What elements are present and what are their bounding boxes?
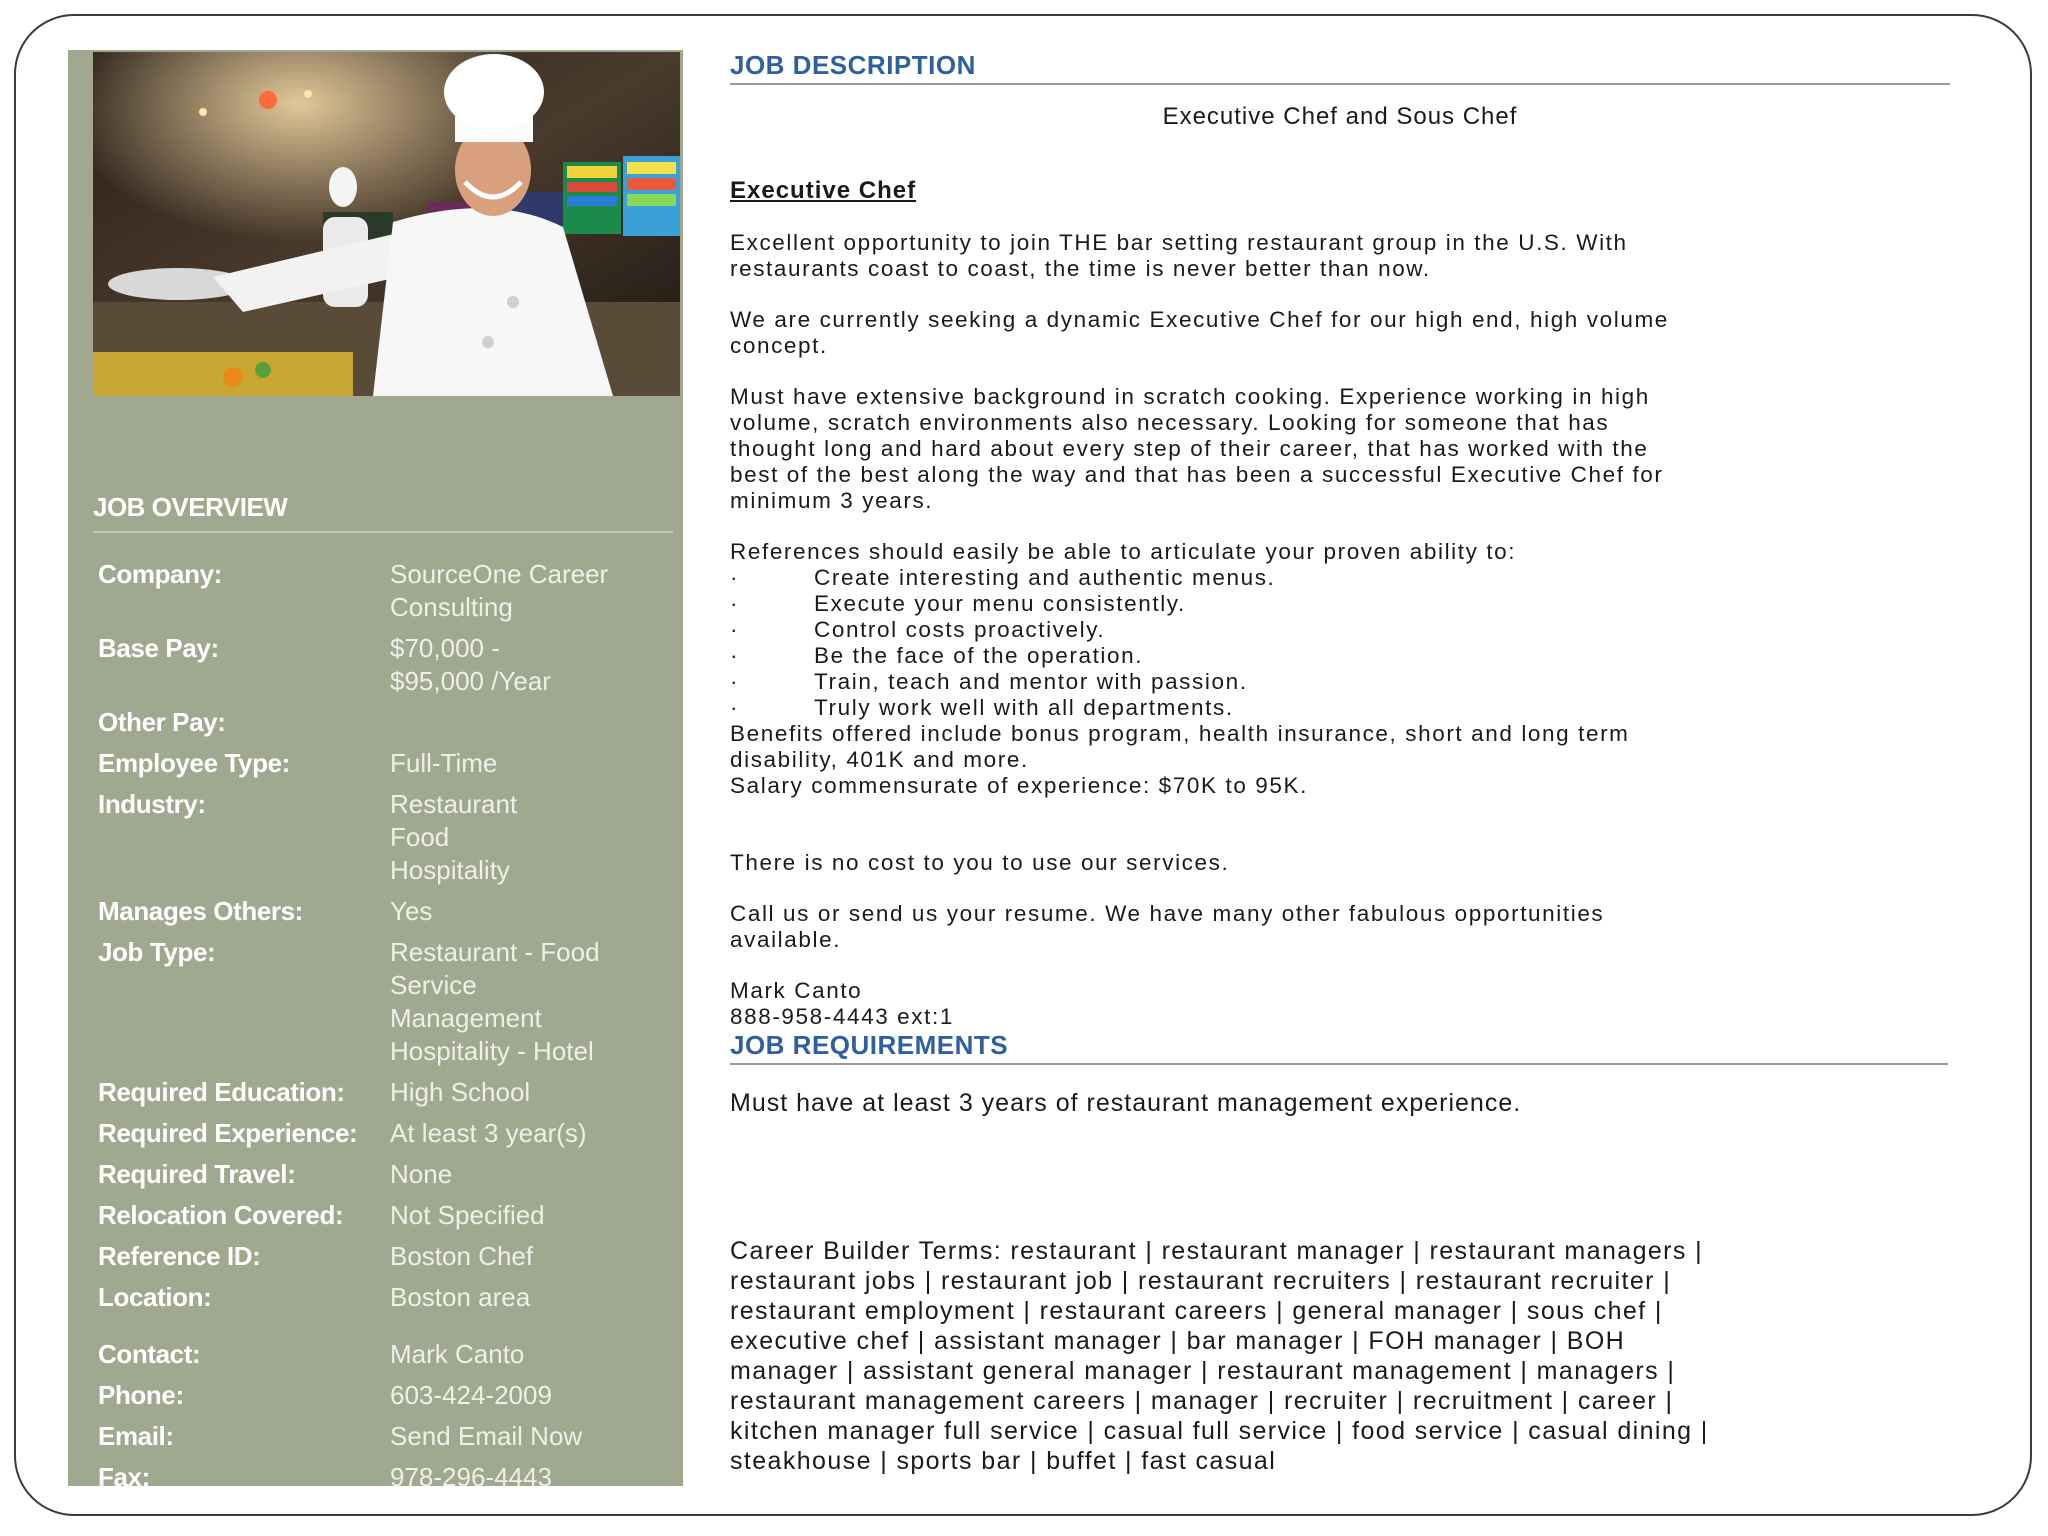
overview-row: [98, 1199, 673, 1232]
benefits-text: Benefits offered include bonus program, health insurance, short and long term disability, 401K and more.: [730, 721, 1630, 772]
overview-label: Manages Others:: [98, 896, 303, 926]
description-paragraph-2: We are currently seeking a dynamic Executive Chef for our high end, high volume concept.: [730, 307, 1669, 358]
overview-value-line: 603-424-2009: [390, 1380, 552, 1410]
career-builder-terms: Career Builder Terms: restaurant | restaurant manager | restaurant managers | restaurant jobs | restaurant job | restaurant recruiters | restaurant recruiter | restaurant employment | restaurant careers | general manager | sous chef | executive chef | assistant manager | bar manager | FOH manager | BOH manager | assistant general manager | restaurant management | managers | restaurant management careers | manager | recruiter | recruitment | career | kitchen manager full service | casual full service | food service | casual dining | steakhouse | sports bar | buffet | fast casual: [730, 1237, 1709, 1475]
overview-value-line: None: [390, 1159, 453, 1189]
overview-value: [390, 706, 673, 739]
overview-value-line[interactable]: Send Email Now: [390, 1421, 583, 1451]
overview-value-line: Hospitality: [390, 855, 510, 885]
overview-row: [98, 1281, 673, 1314]
list-item: · Be the face of the operation.: [730, 643, 1144, 668]
overview-row: [98, 788, 673, 887]
overview-value: [390, 1240, 673, 1273]
references-list: [730, 565, 1950, 721]
bullet-icon: ·: [730, 565, 740, 590]
chef-photo-illustration: [93, 52, 680, 396]
overview-row: [98, 1338, 673, 1371]
list-item: · Truly work well with all departments.: [730, 695, 1234, 720]
overview-label: Location:: [98, 1282, 212, 1312]
overview-value-line: $95,000 /Year: [390, 666, 551, 696]
overview-label: Employee Type:: [98, 748, 290, 778]
overview-value: [390, 1379, 673, 1412]
overview-label: Reference ID:: [98, 1241, 261, 1271]
description-paragraph-3: Must have extensive background in scratch cooking. Experience working in high volume, scratch environments also necessary. Looking for someone that has thought long and hard about every step of their career, that has worked with the best of the best along the way and that has been a successful Executive Chef for minimum 3 years.: [730, 384, 1664, 513]
overview-label: Required Travel:: [98, 1159, 296, 1189]
job-main-content: [730, 50, 1950, 1476]
list-item: · Create interesting and authentic menus.: [730, 565, 1276, 590]
overview-row: [98, 1158, 673, 1191]
overview-value: [390, 747, 673, 780]
requirements-text: Must have at least 3 years of restaurant management experience.: [730, 1089, 1522, 1117]
overview-row: [98, 632, 673, 698]
overview-row: [98, 747, 673, 780]
job-title: Executive Chef and Sous Chef: [1162, 103, 1518, 130]
overview-label: Industry:: [98, 789, 206, 819]
overview-value: [390, 1199, 673, 1232]
overview-value: [390, 895, 673, 928]
no-cost-text: There is no cost to you to use our services.: [730, 850, 1230, 875]
executive-chef-heading: Executive Chef: [730, 177, 917, 204]
bullet-icon: ·: [730, 591, 740, 616]
overview-row: [98, 1379, 673, 1412]
overview-value-line: Full-Time: [390, 748, 498, 778]
overview-label: Fax:: [98, 1462, 150, 1492]
job-requirements-title: JOB REQUIREMENTS: [730, 1030, 1948, 1065]
list-item: · Train, teach and mentor with passion.: [730, 669, 1248, 694]
overview-value: [390, 1076, 673, 1109]
contact-name: Mark Canto: [730, 978, 863, 1003]
overview-value-line: Restaurant - Food: [390, 937, 600, 967]
overview-row: [98, 1076, 673, 1109]
overview-row: [98, 1117, 673, 1150]
overview-row: [98, 706, 673, 739]
overview-label: Email:: [98, 1421, 174, 1451]
list-item: · Execute your menu consistently.: [730, 591, 1186, 616]
overview-row: [98, 895, 673, 928]
call-us-text: Call us or send us your resume. We have many other fabulous opportunities available.: [730, 901, 1605, 952]
overview-value: [390, 632, 673, 698]
overview-label: Job Type:: [98, 937, 216, 967]
description-paragraph-1: Excellent opportunity to join THE bar setting restaurant group in the U.S. With restaurants coast to coast, the time is never better than now.: [730, 230, 1628, 281]
overview-label: Other Pay:: [98, 707, 226, 737]
contact-phone[interactable]: 888-958-4443 ext:1: [730, 1004, 954, 1029]
overview-value-line: $70,000 -: [390, 633, 500, 663]
overview-value-line: Boston area: [390, 1282, 531, 1312]
overview-row: [98, 936, 673, 1068]
overview-value: [390, 1420, 673, 1453]
overview-label: Contact:: [98, 1339, 201, 1369]
job-overview-title: JOB OVERVIEW: [93, 492, 673, 533]
job-description-title: JOB DESCRIPTION: [730, 50, 1950, 85]
overview-value-line: At least 3 year(s): [390, 1118, 587, 1148]
overview-value-line: Restaurant: [390, 789, 518, 819]
overview-value-line: Boston Chef: [390, 1241, 534, 1271]
overview-value-line: Management: [390, 1003, 542, 1033]
overview-label: Phone:: [98, 1380, 184, 1410]
overview-value: [390, 1461, 673, 1494]
bullet-icon: ·: [730, 669, 740, 694]
overview-label: Relocation Covered:: [98, 1200, 344, 1230]
overview-value-line: Consulting: [390, 592, 513, 622]
overview-value-line: 978-296-4443: [390, 1462, 552, 1492]
overview-value: [390, 558, 673, 624]
overview-value-line: Yes: [390, 896, 433, 926]
overview-value: [390, 936, 673, 1068]
spacer: [98, 1322, 673, 1338]
overview-value-line: Food: [390, 822, 450, 852]
references-intro: References should easily be able to articulate your proven ability to:: [730, 539, 1517, 564]
overview-value: [390, 1117, 673, 1150]
overview-label: Company:: [98, 559, 222, 589]
overview-value: [390, 1158, 673, 1191]
overview-value-line: SourceOne Career: [390, 559, 609, 589]
job-overview-sidebar: [68, 50, 683, 1492]
overview-value-line: Service: [390, 970, 477, 1000]
bullet-icon: ·: [730, 617, 740, 642]
overview-value-line: High School: [390, 1077, 531, 1107]
job-overview-table: [98, 558, 673, 1502]
overview-label: Required Experience:: [98, 1118, 358, 1148]
overview-label: Base Pay:: [98, 633, 219, 663]
list-item: · Control costs proactively.: [730, 617, 1106, 642]
overview-row: [98, 1240, 673, 1273]
overview-value: [390, 1281, 673, 1314]
chef-photo: [93, 52, 680, 396]
overview-value-line: Hospitality - Hotel: [390, 1036, 594, 1066]
overview-value-line: Mark Canto: [390, 1339, 525, 1369]
salary-text: Salary commensurate of experience: $70K to 95K.: [730, 773, 1308, 798]
overview-label: Required Education:: [98, 1077, 345, 1107]
overview-value-line: Not Specified: [390, 1200, 545, 1230]
overview-row: [98, 1461, 673, 1494]
bullet-icon: ·: [730, 643, 740, 668]
overview-value: [390, 1338, 673, 1371]
overview-row: [98, 558, 673, 624]
bullet-icon: ·: [730, 695, 740, 720]
overview-row: [98, 1420, 673, 1453]
overview-value: [390, 788, 673, 887]
